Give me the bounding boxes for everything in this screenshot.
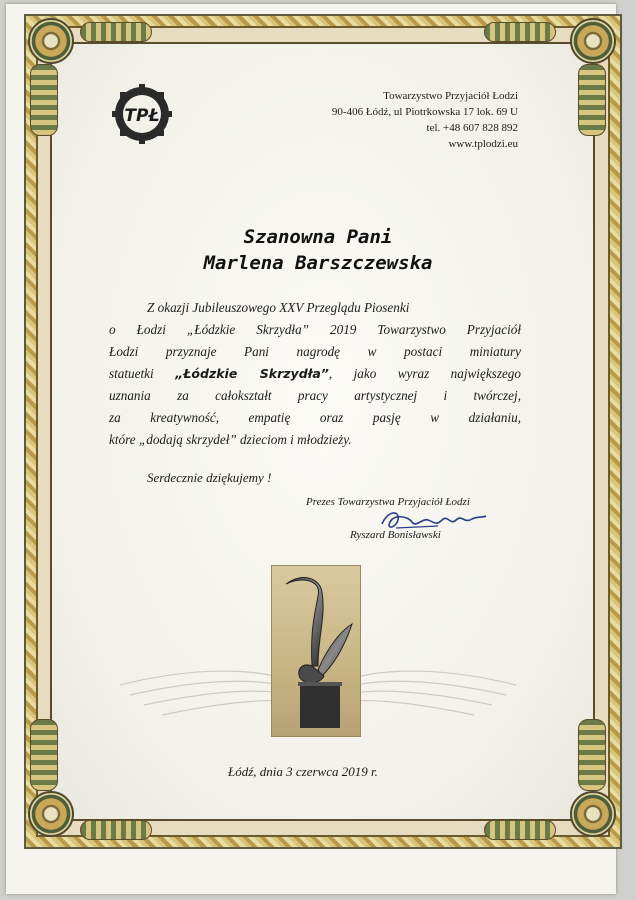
letterhead bbox=[332, 88, 518, 152]
body-line: Z okazji Jubileuszowego XXV Przeglądu Piosenki bbox=[147, 300, 410, 315]
org-website: www.tplodzi.eu bbox=[448, 138, 518, 150]
body-line: uznania za całokształt pracy artystycznej i twórczej, bbox=[109, 388, 521, 403]
statuette-photo bbox=[271, 565, 361, 737]
org-address: 90-406 Łódź, ul Piotrkowska 17 lok. 69 U bbox=[331, 106, 518, 118]
border-ornament-icon bbox=[30, 64, 58, 136]
border-ornament-icon bbox=[484, 820, 556, 840]
statuette-icon bbox=[272, 566, 360, 736]
corner-rosette-icon bbox=[570, 791, 616, 837]
recipient-name: Marlena Barszczewska bbox=[203, 252, 433, 274]
thanks-text: Serdecznie dziękujemy ! bbox=[147, 470, 272, 485]
corner-rosette-icon bbox=[570, 18, 616, 64]
org-phone: tel. +48 607 828 892 bbox=[426, 122, 518, 134]
body-segment: statuetki bbox=[109, 366, 176, 381]
org-name: Towarzystwo Przyjaciół Łodzi bbox=[383, 90, 518, 102]
body-line bbox=[109, 363, 521, 385]
tpl-logo-icon bbox=[112, 84, 172, 144]
corner-rosette-icon bbox=[28, 791, 74, 837]
award-name: „Łódzkie Skrzydła” bbox=[175, 366, 329, 381]
signatory-title: Prezes Towarzystwa Przyjaciół Łodzi bbox=[306, 496, 470, 508]
body-segment: , jako wyraz największego bbox=[328, 366, 521, 381]
body-line: Łodzi przyznaje Pani nagrodę w postaci miniatury bbox=[109, 344, 521, 359]
corner-rosette-icon bbox=[28, 18, 74, 64]
issue-date: Łódź, dnia 3 czerwca 2019 r. bbox=[228, 764, 378, 779]
border-ornament-icon bbox=[80, 820, 152, 840]
body-line: za kreatywność, empatię oraz pasję w działaniu, bbox=[109, 410, 521, 425]
border-ornament-icon bbox=[484, 22, 556, 42]
border-ornament-icon bbox=[80, 22, 152, 42]
border-ornament-icon bbox=[578, 64, 606, 136]
salutation-line-1: Szanowna Pani bbox=[243, 226, 393, 248]
body-line: które „dodają skrzydeł” dzieciom i młodzieży. bbox=[109, 432, 352, 447]
signatory-name: Ryszard Bonisławski bbox=[350, 529, 441, 541]
body-line: o Łodzi „Łódzkie Skrzydła” 2019 Towarzystwo Przyjaciół bbox=[109, 322, 521, 337]
body-text bbox=[109, 297, 521, 451]
border-ornament-icon bbox=[30, 719, 58, 791]
logo-text: TPŁ bbox=[124, 106, 160, 126]
border-ornament-icon bbox=[578, 719, 606, 791]
